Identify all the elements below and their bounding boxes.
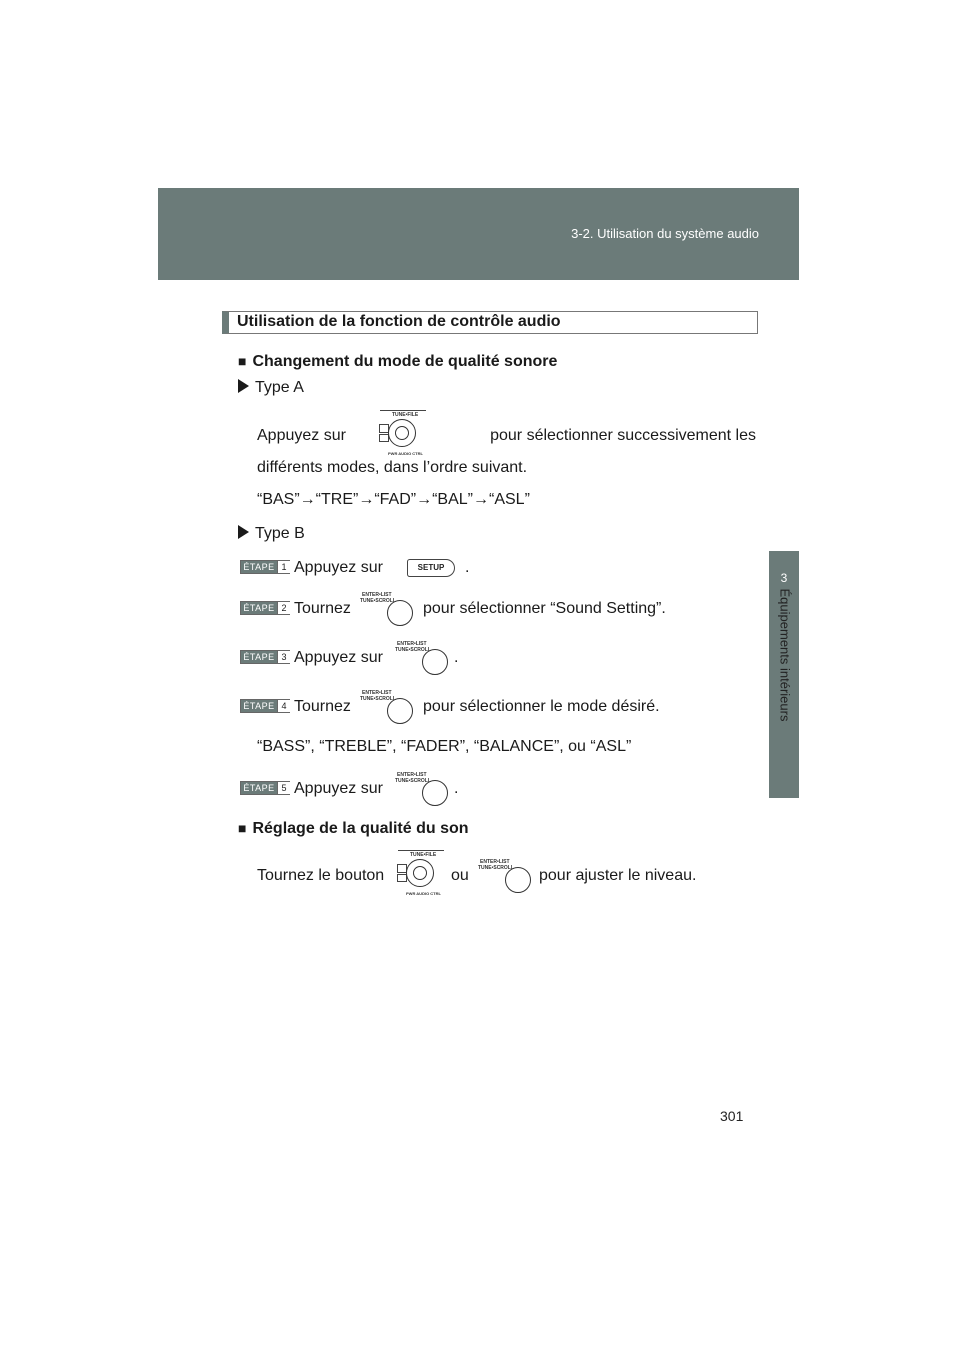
step-4-post: pour sélectionner le mode désiré.	[423, 698, 660, 715]
triangle-bullet-icon	[238, 379, 249, 393]
chapter-label: Équipements intérieurs	[777, 588, 793, 722]
type-b-label	[238, 524, 305, 544]
step-1-post: .	[465, 559, 470, 576]
mode-sequence: “BAS”→“TRE”→“FAD”→“BAL”→“ASL”	[257, 491, 530, 508]
step-2-post: pour sélectionner “Sound Setting”.	[423, 600, 666, 617]
tune-scroll-knob-icon: ENTER•LIST TUNE•SCROLL	[360, 691, 416, 729]
audio-knob-icon	[378, 408, 428, 456]
type-label: Type A	[255, 379, 304, 396]
subsection-heading	[238, 351, 557, 372]
step-3-post: .	[454, 649, 459, 666]
triangle-bullet-icon	[238, 525, 249, 539]
subsection-heading	[238, 818, 469, 839]
square-bullet: ■	[238, 353, 247, 369]
tune-scroll-knob-icon: ENTER•LIST TUNE•SCROLL	[478, 860, 534, 898]
type-label: Type B	[255, 525, 305, 542]
type-a-line1-pre: Appuyez sur	[257, 427, 346, 444]
step-badge-3: ÉTAPE 3	[240, 650, 290, 664]
step-5-post: .	[454, 780, 459, 797]
pwr-audio-label: PWR AUDIO CTRL	[388, 451, 423, 456]
step-2-pre: Tournez	[294, 600, 351, 617]
tune-file-label: TUNE•FILE	[392, 412, 419, 418]
step-1-pre: Appuyez sur	[294, 559, 383, 576]
tune-scroll-knob-icon: ENTER•LIST TUNE•SCROLL	[395, 642, 451, 680]
subsection-title: Changement du mode de qualité sonore	[252, 353, 558, 370]
adjust-line-post: pour ajuster le niveau.	[539, 867, 697, 884]
adjust-line-mid: ou	[451, 867, 469, 884]
section-title-box	[222, 311, 758, 334]
page-number: 301	[720, 1108, 744, 1124]
audio-knob-icon: TUNE•FILE PWR AUDIO CTRL	[396, 848, 446, 896]
step-4-pre: Tournez	[294, 698, 351, 715]
subsection-title: Réglage de la qualité du son	[252, 820, 469, 837]
step-4-note: “BASS”, “TREBLE”, “FADER”, “BALANCE”, ou “ASL”	[257, 738, 632, 755]
step-badge-4: ÉTAPE 4	[240, 699, 290, 713]
type-a-label	[238, 378, 304, 398]
chapter-number: 3	[780, 571, 788, 585]
tune-scroll-knob-icon: ENTER•LIST TUNE•SCROLL	[395, 773, 451, 811]
step-5-pre: Appuyez sur	[294, 780, 383, 797]
type-a-line2: différents modes, dans l’ordre suivant.	[257, 459, 528, 476]
type-a-line1-post: pour sélectionner successivement les	[490, 427, 756, 444]
step-badge-2: ÉTAPE 2	[240, 601, 290, 615]
tune-scroll-knob-icon: ENTER•LIST TUNE•SCROLL	[360, 593, 416, 631]
setup-button-icon: SETUP	[407, 559, 455, 577]
breadcrumb: 3-2. Utilisation du système audio	[571, 226, 759, 241]
section-title: Utilisation de la fonction de contrôle audio	[237, 313, 561, 330]
step-3-pre: Appuyez sur	[294, 649, 383, 666]
adjust-line-pre: Tournez le bouton	[257, 867, 385, 884]
square-bullet: ■	[238, 820, 247, 836]
header-band	[158, 188, 799, 280]
step-badge-1: ÉTAPE 1	[240, 560, 290, 574]
step-badge-5: ÉTAPE 5	[240, 781, 290, 795]
